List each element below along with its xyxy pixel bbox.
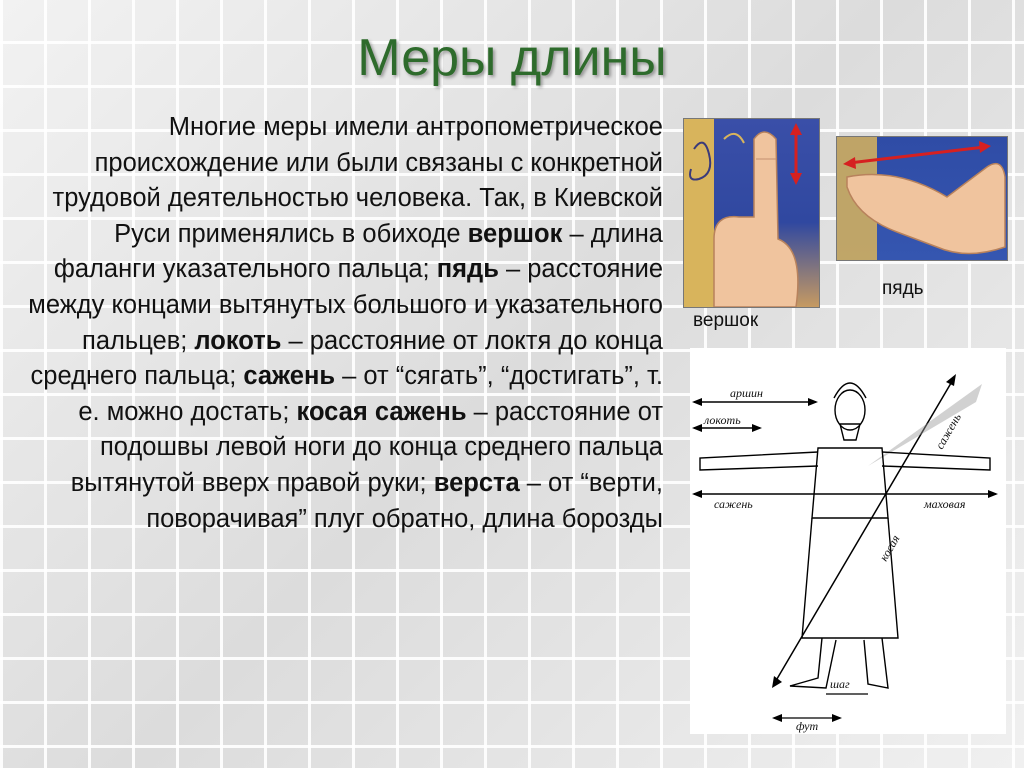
slide-title: Меры длины [357,29,667,87]
right-arm [882,452,990,470]
label-sazhen: сажень [714,497,753,511]
label-sazhen-diagonal: сажень [932,410,964,452]
pyad-illustration [837,137,1007,260]
term-sazhen: сажень [243,362,336,391]
fut-head-left [772,714,782,722]
torso [812,448,888,518]
sazhen-head-right [988,490,998,498]
fut-head-right [832,714,842,722]
term-kosaya-sazhen: косая сажень [296,397,467,426]
kosaya-head-top [946,374,956,386]
label-arshin: аршин [730,386,764,400]
body-text-7: – от “верти, поворачивая” плуг обратно, длина борозды [146,468,663,533]
body-measures-diagram [690,348,1006,734]
body-text-4: – расстояние от локтя до конца среднего пальца; [30,326,663,391]
term-versta: верста [433,468,520,497]
term-pyad: пядь [436,255,499,284]
wall-panel [684,119,714,307]
label-lokot: локоть [704,413,741,427]
label-makhovaya: маховая [924,497,966,511]
left-arm [700,452,818,470]
arrow-head-top [790,123,802,135]
label-shag: шаг [830,677,850,691]
label-kosaya: косая [876,532,903,564]
hand-shape [714,132,798,307]
arrow-head-right [979,141,991,153]
label-fut: фут [796,719,819,733]
measures-drawing [690,348,1006,734]
term-lokot: локоть [194,326,282,355]
beard [840,424,860,440]
lokot-head-right [752,424,762,432]
term-vershok: вершок [467,219,563,248]
body-paragraph [20,110,663,537]
vershok-photo [683,118,820,308]
vershok-illustration [684,119,819,307]
body-text-2: – длина фаланги указательного пальца; [53,219,663,284]
right-leg [864,638,888,688]
coat [802,518,898,638]
body-text-6: – расстояние от подошвы левой ноги до конца среднего пальца вытянутой вверх правой руки; [70,397,663,497]
body-text-5: – от “сягать”, “достигать”, т. е. можно достать; [78,362,663,426]
arshin-head-left [692,398,702,406]
ornament-swirl-2 [724,134,744,143]
body-text-3: – расстояние между концами вытянутых большого и указательного пальцев; [28,255,663,355]
pyad-photo [836,136,1008,261]
vershok-caption: вершок [693,310,759,331]
arrow-head-bottom [790,173,802,185]
sazhen-head-left [692,490,702,498]
lokot-head-left [692,424,702,432]
pyad-caption: пядь [882,278,924,299]
body-text-1: Многие меры имели антропометрическое происхождение или были связаны с конкретной трудовой деятельностью человека. Так, в Киевской Руси применялись в обиходе [52,113,663,248]
arshin-head-right [808,398,818,406]
